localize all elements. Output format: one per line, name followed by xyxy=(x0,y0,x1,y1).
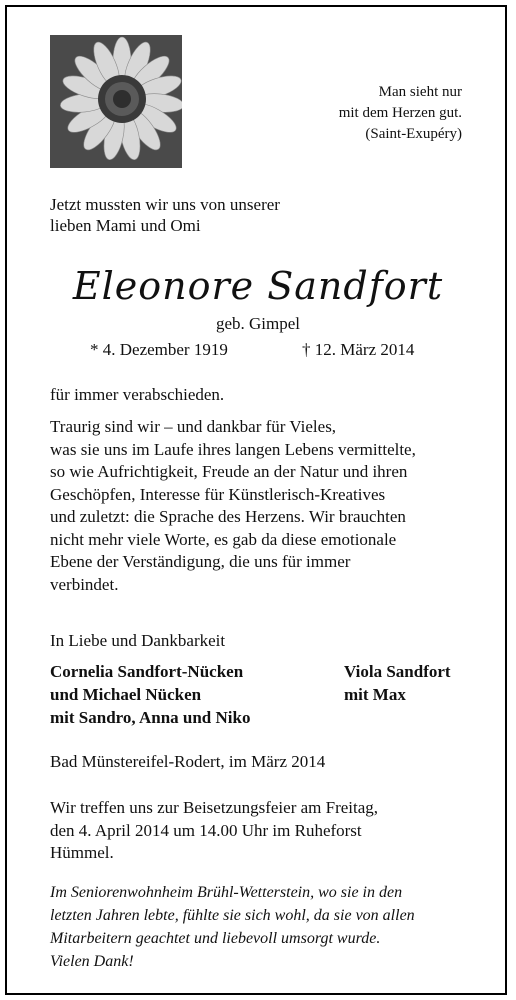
sunflower-photo xyxy=(50,35,182,168)
family-right xyxy=(344,660,451,706)
intro-line: Jetzt mussten wir uns von unserer xyxy=(50,195,280,214)
burial-line: den 4. April 2014 um 14.00 Uhr im Ruheforst xyxy=(50,820,362,840)
family-left xyxy=(50,660,250,729)
tribute-line: Ebene der Verständigung, die uns für immer xyxy=(50,552,351,571)
family-member: Cornelia Sandfort-Nücken xyxy=(50,662,244,681)
intro-line: lieben Mami und Omi xyxy=(50,216,201,235)
note-line: Im Seniorenwohnheim Brühl-Wetterstein, wo sie in den xyxy=(50,884,403,901)
tribute-line: Traurig sind wir – und dankbar für Vieles, xyxy=(50,417,337,436)
farewell-line: für immer verabschieden. xyxy=(50,385,225,404)
tribute-line: und zuletzt: die Sprache des Herzens. Wir brauchten xyxy=(50,507,406,526)
family-member: mit Sandro, Anna und Niko xyxy=(50,708,251,727)
burial-line: Wir treffen uns zur Beisetzungsfeier am Freitag, xyxy=(50,798,379,817)
note-line: Mitarbeitern geachtet und liebevoll umsorgt wurde. xyxy=(50,930,381,947)
death-date: † 12. März 2014 xyxy=(302,340,415,359)
tribute-line: verbindet. xyxy=(50,574,119,594)
burial-line: Hümmel. xyxy=(50,843,114,862)
tribute-line: nicht mehr viele Worte, es gab da diese emotionale xyxy=(50,529,397,549)
gratitude-line: In Liebe und Dankbarkeit xyxy=(50,631,226,650)
thanks-note xyxy=(50,881,480,973)
quote-line: mit dem Herzen gut. xyxy=(338,105,462,121)
note-line: letzten Jahren lebte, fühlte sie sich wohl, da sie von allen xyxy=(50,907,415,924)
intro-text xyxy=(50,194,470,236)
family-member: mit Max xyxy=(344,685,406,704)
tribute-paragraph xyxy=(50,416,472,596)
birth-date: * 4. Dezember 1919 xyxy=(90,340,228,359)
family-member: Viola Sandfort xyxy=(344,662,451,681)
birth-name: geb. Gimpel xyxy=(215,314,301,333)
family-member: und Michael Nücken xyxy=(50,685,202,704)
tribute-line: so wie Aufrichtigkeit, Freude an der Natur und ihren xyxy=(50,462,408,481)
place-date: Bad Münstereifel-Rodert, im März 2014 xyxy=(50,752,326,771)
tribute-line: was sie uns im Laufe ihres langen Lebens vermittelte, xyxy=(50,439,416,459)
deceased-name: Eleonore Sandfort xyxy=(72,264,444,308)
quote xyxy=(300,82,462,145)
quote-line: Man sieht nur xyxy=(378,84,462,100)
note-line: Vielen Dank! xyxy=(50,953,134,970)
quote-author: (Saint-Exupéry) xyxy=(365,126,462,142)
tribute-line: Geschöpfen, Interesse für Künstlerisch-Kreatives xyxy=(50,484,386,504)
burial-info xyxy=(50,797,470,865)
